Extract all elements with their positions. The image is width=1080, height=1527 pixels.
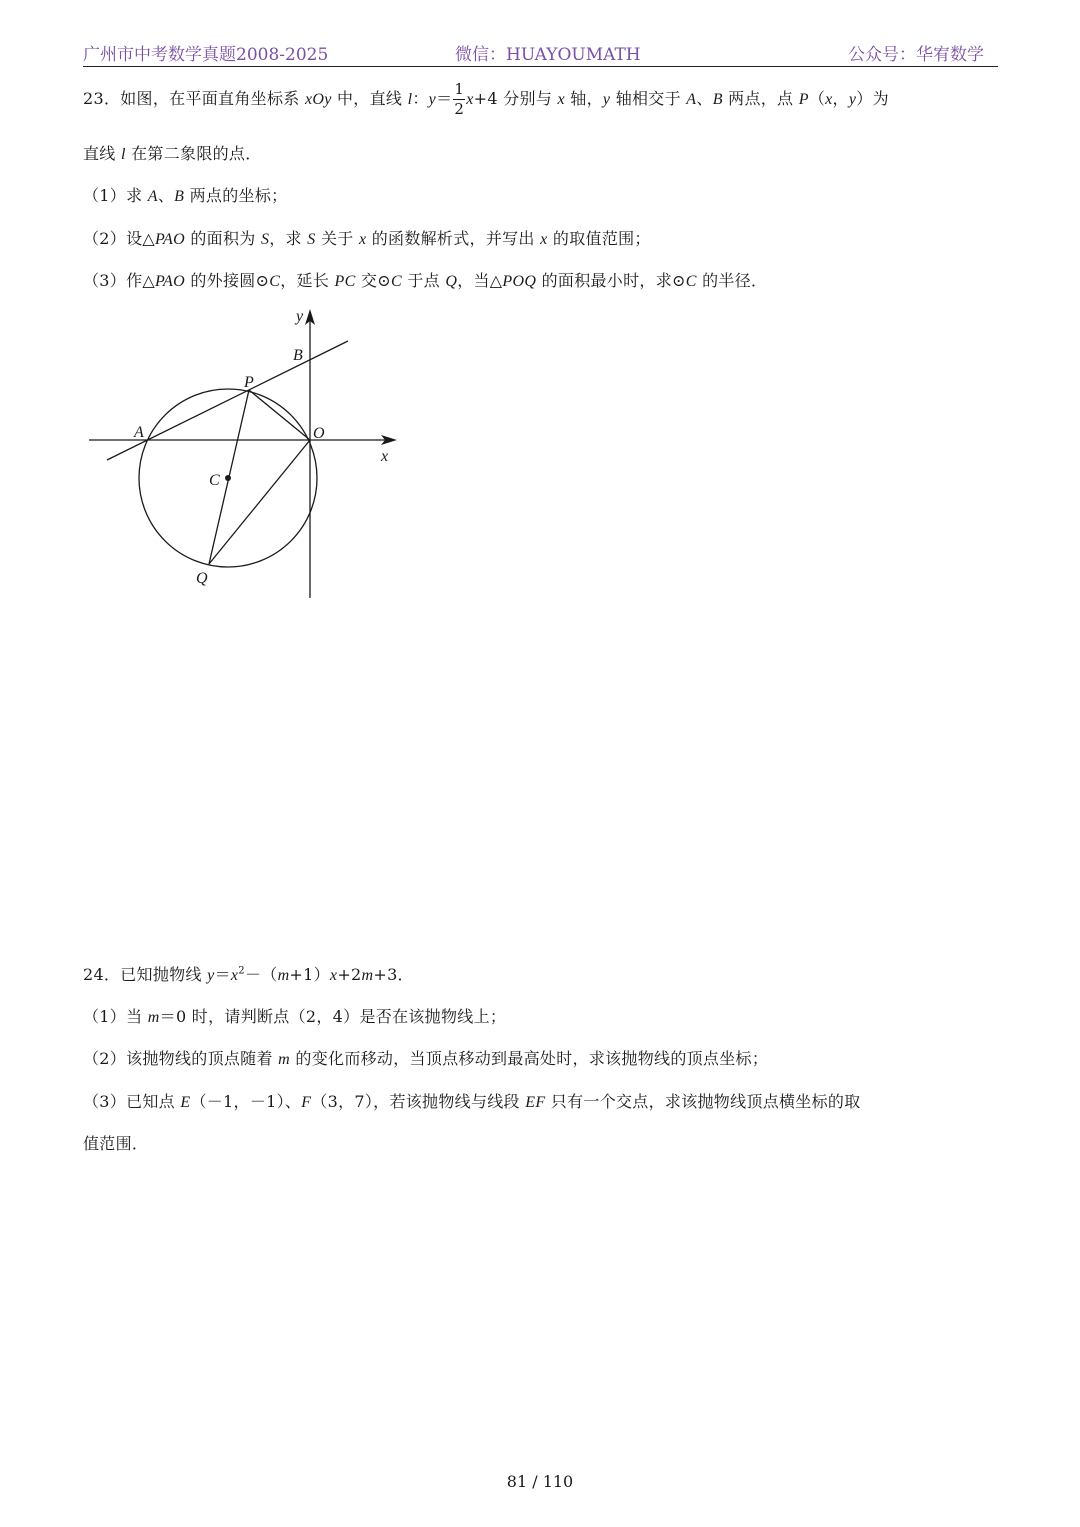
label-o: O — [313, 425, 325, 442]
label-b: B — [293, 347, 303, 364]
q23-stem-line2: 直线 l 在第二象限的点． — [83, 144, 262, 163]
fraction-one-half: $\frac{1}{2}$ — [454, 80, 465, 118]
q24-part3-line1: （3）已知点 E（－1，－1）、F（3，7），若该抛物线与线段 EF 只有一个交点，求该抛物线顶点横坐标的取 — [83, 1092, 861, 1111]
segment-oq — [209, 440, 310, 564]
header-account: 公众号：华宥数学 — [848, 45, 984, 65]
q23-figure — [85, 302, 401, 602]
segment-po — [249, 390, 310, 440]
q24-stem: 24．已知抛物线 $y=x^2-(m+1)x+2m+3$． — [83, 965, 414, 984]
line-l — [107, 341, 348, 460]
q24-part2: （2）该抛物线的顶点随着 m 的变化而移动，当顶点移动到最高处时，求该抛物线的顶点坐标； — [83, 1049, 769, 1068]
page-header — [83, 36, 998, 67]
q24-part3-line2: 值范围． — [83, 1134, 149, 1153]
label-y: y — [296, 308, 304, 325]
label-x: x — [381, 448, 389, 465]
center-point-c — [225, 475, 231, 481]
geometry-diagram — [85, 302, 401, 602]
label-a: A — [134, 424, 144, 441]
q23-part2: （2）设△PAO 的面积为 S，求 S 关于 x 的函数解析式，并写出 x 的取值范围； — [83, 229, 651, 248]
label-q: Q — [196, 570, 208, 587]
page-number: 81 / 110 — [506, 1472, 574, 1491]
label-c: C — [209, 472, 220, 489]
q23-part3: （3）作△PAO 的外接圆⊙C，延长 PC 交⊙C 于点 Q，当△POQ 的面积最小时，求⊙C 的半径． — [83, 271, 768, 290]
label-p: P — [244, 374, 254, 391]
q23-stem-line1: 23．如图，在平面直角坐标系 xOy 中，直线 l：y＝ $\frac{1}{2}$ x+4 分别与 x 轴，y 轴相交于 A、B 两点，点 P（x，y）为 — [83, 80, 889, 118]
q24-part1: （1）当 m＝0 时，请判断点（2，4）是否在该抛物线上； — [83, 1007, 507, 1026]
header-title: 广州市中考数学真题2008-2025 — [83, 45, 329, 65]
header-wechat: 微信：HUAYOUMATH — [455, 45, 641, 65]
q23-part1: （1）求 A、B 两点的坐标； — [83, 186, 288, 205]
